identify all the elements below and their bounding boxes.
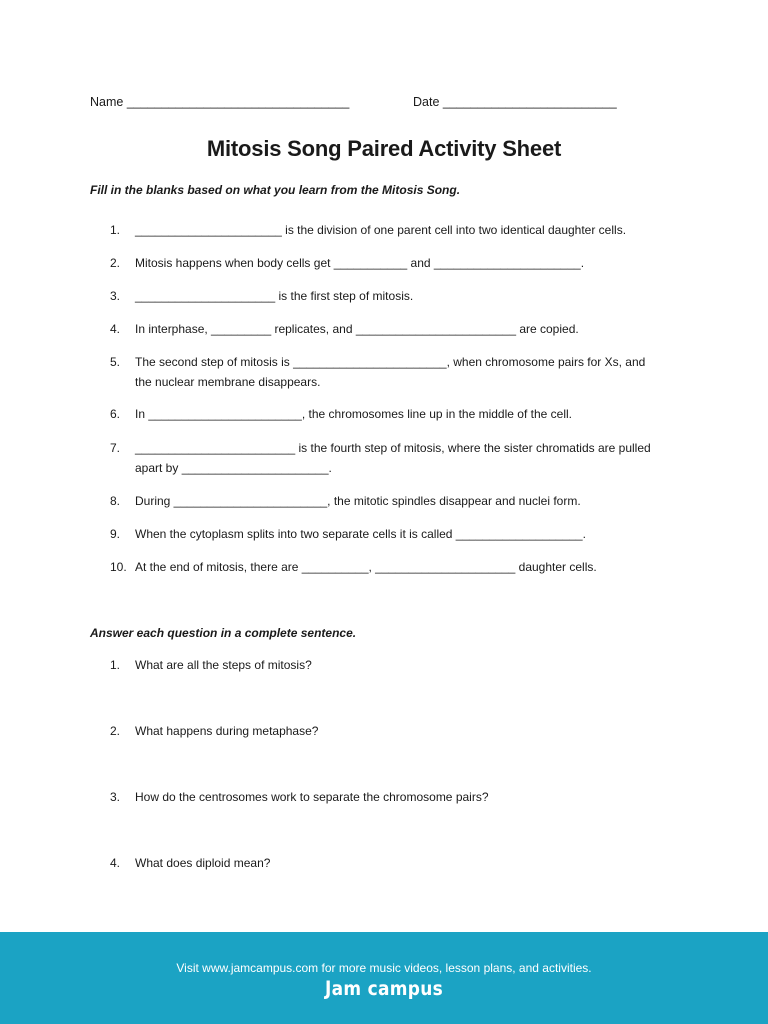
question-number: 4. [110,322,121,336]
question-number: 4. [110,856,121,870]
question-number: 7. [110,441,121,455]
question-text: How do the centrosomes work to separate the chromosome pairs? [135,790,489,804]
fill-in-instructions: Fill in the blanks based on what you learn from the Mitosis Song. [90,183,461,197]
question-text: What happens during metaphase? [135,724,319,738]
question-text: In interphase, _________ replicates, and ________________________ are copied. [135,322,579,336]
question-number: 1. [110,658,121,672]
question-number: 6. [110,407,121,421]
page-title: Mitosis Song Paired Activity Sheet [206,136,562,161]
footer-banner [0,932,768,1024]
question-number: 5. [110,355,121,369]
question-number: 9. [110,527,121,541]
question-text: During _______________________, the mitotic spindles disappear and nuclei form. [135,494,581,508]
question-text: What does diploid mean? [135,856,271,870]
question-text: _____________________ is the first step of mitosis. [135,289,414,303]
header-fields [90,95,690,113]
question-number: 1. [110,223,121,237]
question-number: 2. [110,256,121,270]
question-text: When the cytoplasm splits into two separate cells it is called ___________________. [135,527,586,541]
question-text: At the end of mitosis, there are __________, _____________________ daughter cells. [135,560,597,574]
question-text: ______________________ is the division of one parent cell into two identical daughter cells. [135,223,627,237]
jam-campus-logo: Jam campus [324,977,444,1001]
question-text: ________________________ is the fourth step of mitosis, where the sister chromatids are pulled apart by ______________________. [135,441,651,475]
question-number: 2. [110,724,121,738]
date-field: Date _________________________ [413,95,617,109]
footer-promo-text[interactable]: Visit www.jamcampus.com for more music videos, lesson plans, and activities. [176,961,592,975]
question-text: Mitosis happens when body cells get ___________ and ______________________. [135,256,585,270]
name-field: Name ________________________________ [90,95,350,109]
question-text: What are all the steps of mitosis? [135,658,312,672]
question-text: The second step of mitosis is _______________________, when chromosome pairs for Xs, and the nuclear membrane disappears. [135,355,646,389]
question-number: 3. [110,790,121,804]
question-number: 10. [110,560,127,574]
question-number: 8. [110,494,121,508]
question-text: In _______________________, the chromosomes line up in the middle of the cell. [135,407,572,421]
question-number: 3. [110,289,121,303]
short-answer-instructions: Answer each question in a complete sentence. [90,626,357,640]
